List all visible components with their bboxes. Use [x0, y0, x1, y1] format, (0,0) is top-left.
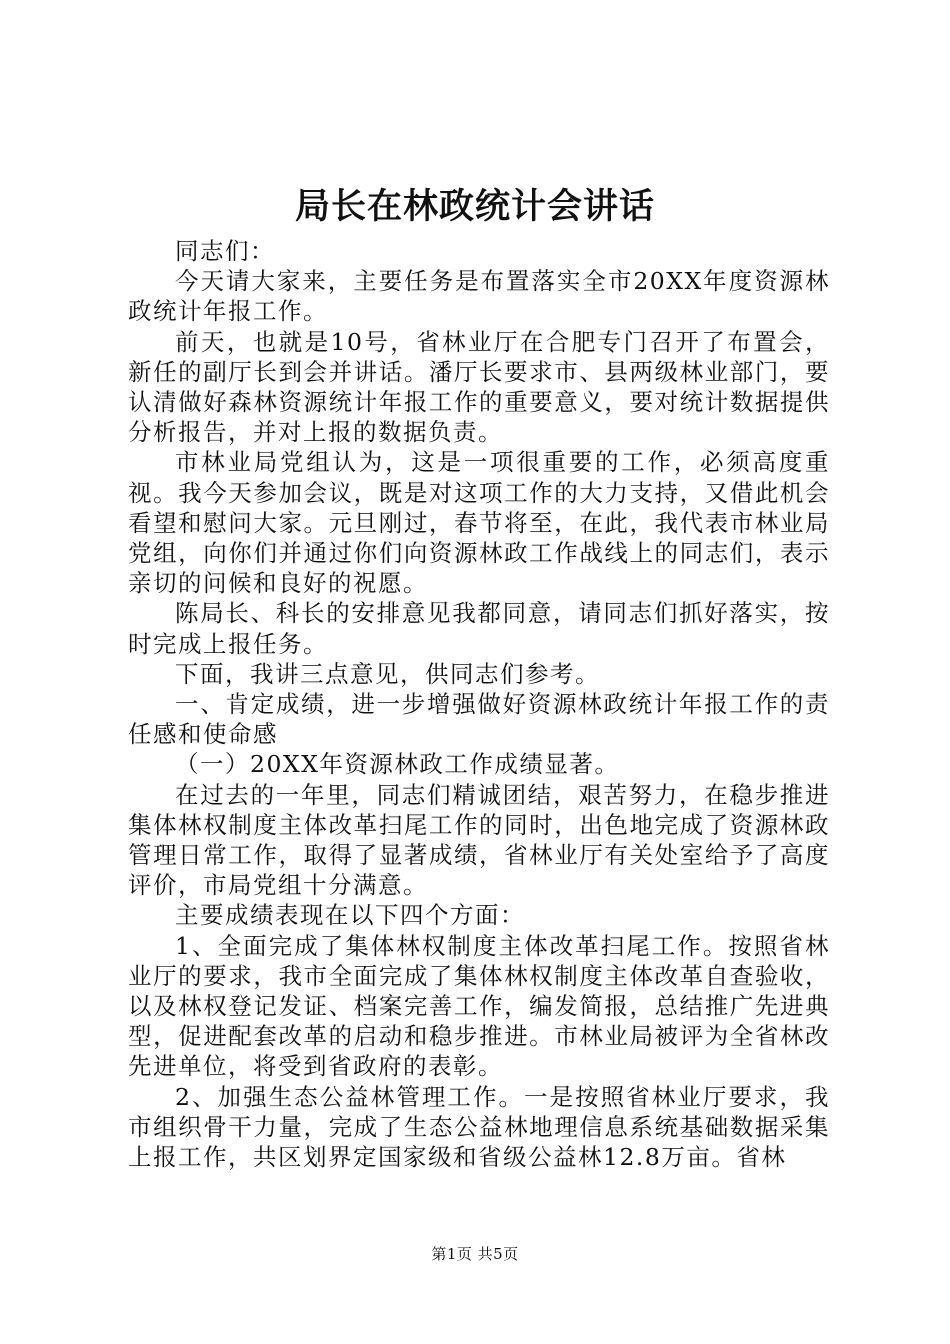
paragraph: 陈局长、科长的安排意见我都同意，请同志们抓好落实，按时完成上报任务。: [128, 599, 830, 658]
document-body: [128, 236, 830, 1172]
subsection-heading: （一）20XX年资源林政工作成绩显著。: [175, 750, 620, 779]
paragraph: 市林业局党组认为，这是一项很重要的工作，必须高度重视。我今天参加会议，既是对这项工作的大力支持，又借此机会看望和慰问大家。元旦刚过，春节将至，在此，我代表市林业局党组，向你们并通过你们向资源林政工作战线上的同志们，表示亲切的问候和良好的祝愿。: [128, 448, 830, 598]
list-item: 2、加强生态公益林管理工作。一是按照省林业厅要求，我市组织骨干力量，完成了生态公益林地理信息系统基础数据采集上报工作，共区划界定国家级和省级公益林12.8万亩。省林: [128, 1082, 830, 1172]
section-heading: 一、肯定成绩，进一步增强做好资源林政统计年报工作的责任感和使命感: [128, 690, 830, 749]
paragraph: 前天，也就是10号，省林业厅在合肥专门召开了布置会，新任的副厅长到会并讲话。潘厅长要求市、县两级林业部门，要认清做好森林资源统计年报工作的重要意义，要对统计数据提供分析报告，并对上报的数据负责。: [128, 327, 830, 447]
list-item: 1、全面完成了集体林权制度主体改革扫尾工作。按照省林业厅的要求，我市全面完成了集体林权制度主体改革自查验收，以及林权登记发证、档案完善工作，编发简报，总结推广先进典型，促进配套改革的启动和稳步推进。市林业局被评为全省林改先进单位，将受到省政府的表彰。: [128, 931, 830, 1081]
paragraph: 在过去的一年里，同志们精诚团结，艰苦努力，在稳步推进集体林权制度主体改革扫尾工作的同时，出色地完成了资源林政管理日常工作，取得了显著成绩，省林业厅有关处室给予了高度评价，市局党组十分满意。: [128, 780, 830, 900]
paragraph: 主要成绩表现在以下四个方面：: [175, 901, 525, 930]
paragraph: 今天请大家来，主要任务是布置落实全市20XX年度资源林政统计年报工作。: [128, 267, 830, 326]
paragraph: 下面，我讲三点意见，供同志们参考。: [175, 659, 600, 688]
page-footer: 第1页 共5页: [431, 1245, 519, 1263]
document-title: 局长在林政统计会讲话: [294, 186, 655, 227]
paragraph-greeting: 同志们：: [175, 237, 275, 265]
